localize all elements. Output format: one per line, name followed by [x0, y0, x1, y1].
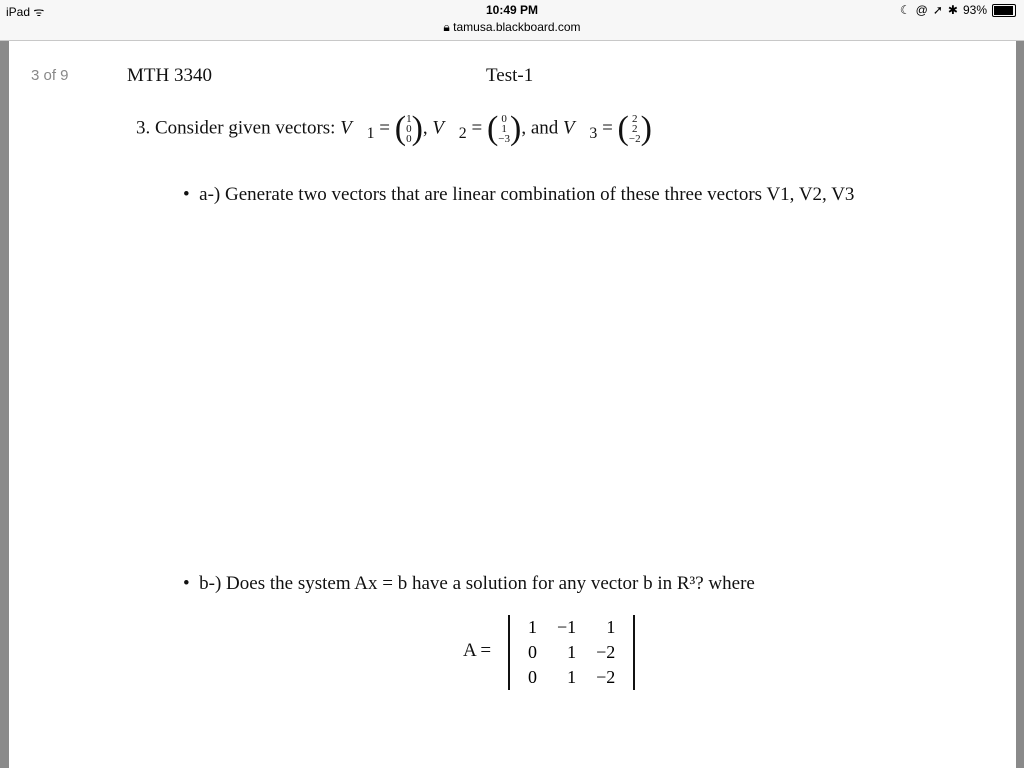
clock: 10:49 PM	[485, 3, 539, 17]
lock-rotation-icon: @	[915, 3, 928, 17]
location-icon: ➚	[932, 3, 943, 17]
battery-icon	[992, 4, 1016, 17]
url-label[interactable]: 🔒︎ tamusa.blackboard.com	[443, 20, 581, 34]
matrix-a: 1 −1 1 0 1 −2 0 1 −2	[508, 615, 635, 690]
lock-icon: 🔒︎	[443, 20, 450, 34]
status-icons: ☾ @ ➚ ✱ 93%	[900, 3, 1016, 17]
moon-icon: ☾	[899, 3, 911, 17]
bluetooth-icon: ✱	[947, 3, 958, 17]
part-a: • a-) Generate two vectors that are linear combination of these three vectors V1, V2, V3	[183, 184, 855, 205]
matrix-label: A =	[463, 640, 492, 661]
vector-v3: 2 2 −2	[628, 113, 641, 145]
status-bar	[0, 0, 1024, 41]
device-label: iPad ᯤ	[6, 5, 45, 19]
part-b: • b-) Does the system Ax = b have a solution for any vector b in R³? where	[183, 573, 755, 594]
course-title: MTH 3340	[127, 65, 212, 86]
question-3: 3. Consider given vectors: $V⃗_1 = (1$ 0 0), $V⃗_2$ = ( 0 1 −3), and $V⃗_3$ = ( 2 2 −2)	[136, 110, 652, 147]
vector-v1: 1 0 0	[406, 113, 412, 145]
vector-v2: 0 1 −3	[498, 113, 510, 145]
page-indicator: 3 of 9	[31, 67, 69, 84]
test-title: Test-1	[486, 65, 534, 86]
